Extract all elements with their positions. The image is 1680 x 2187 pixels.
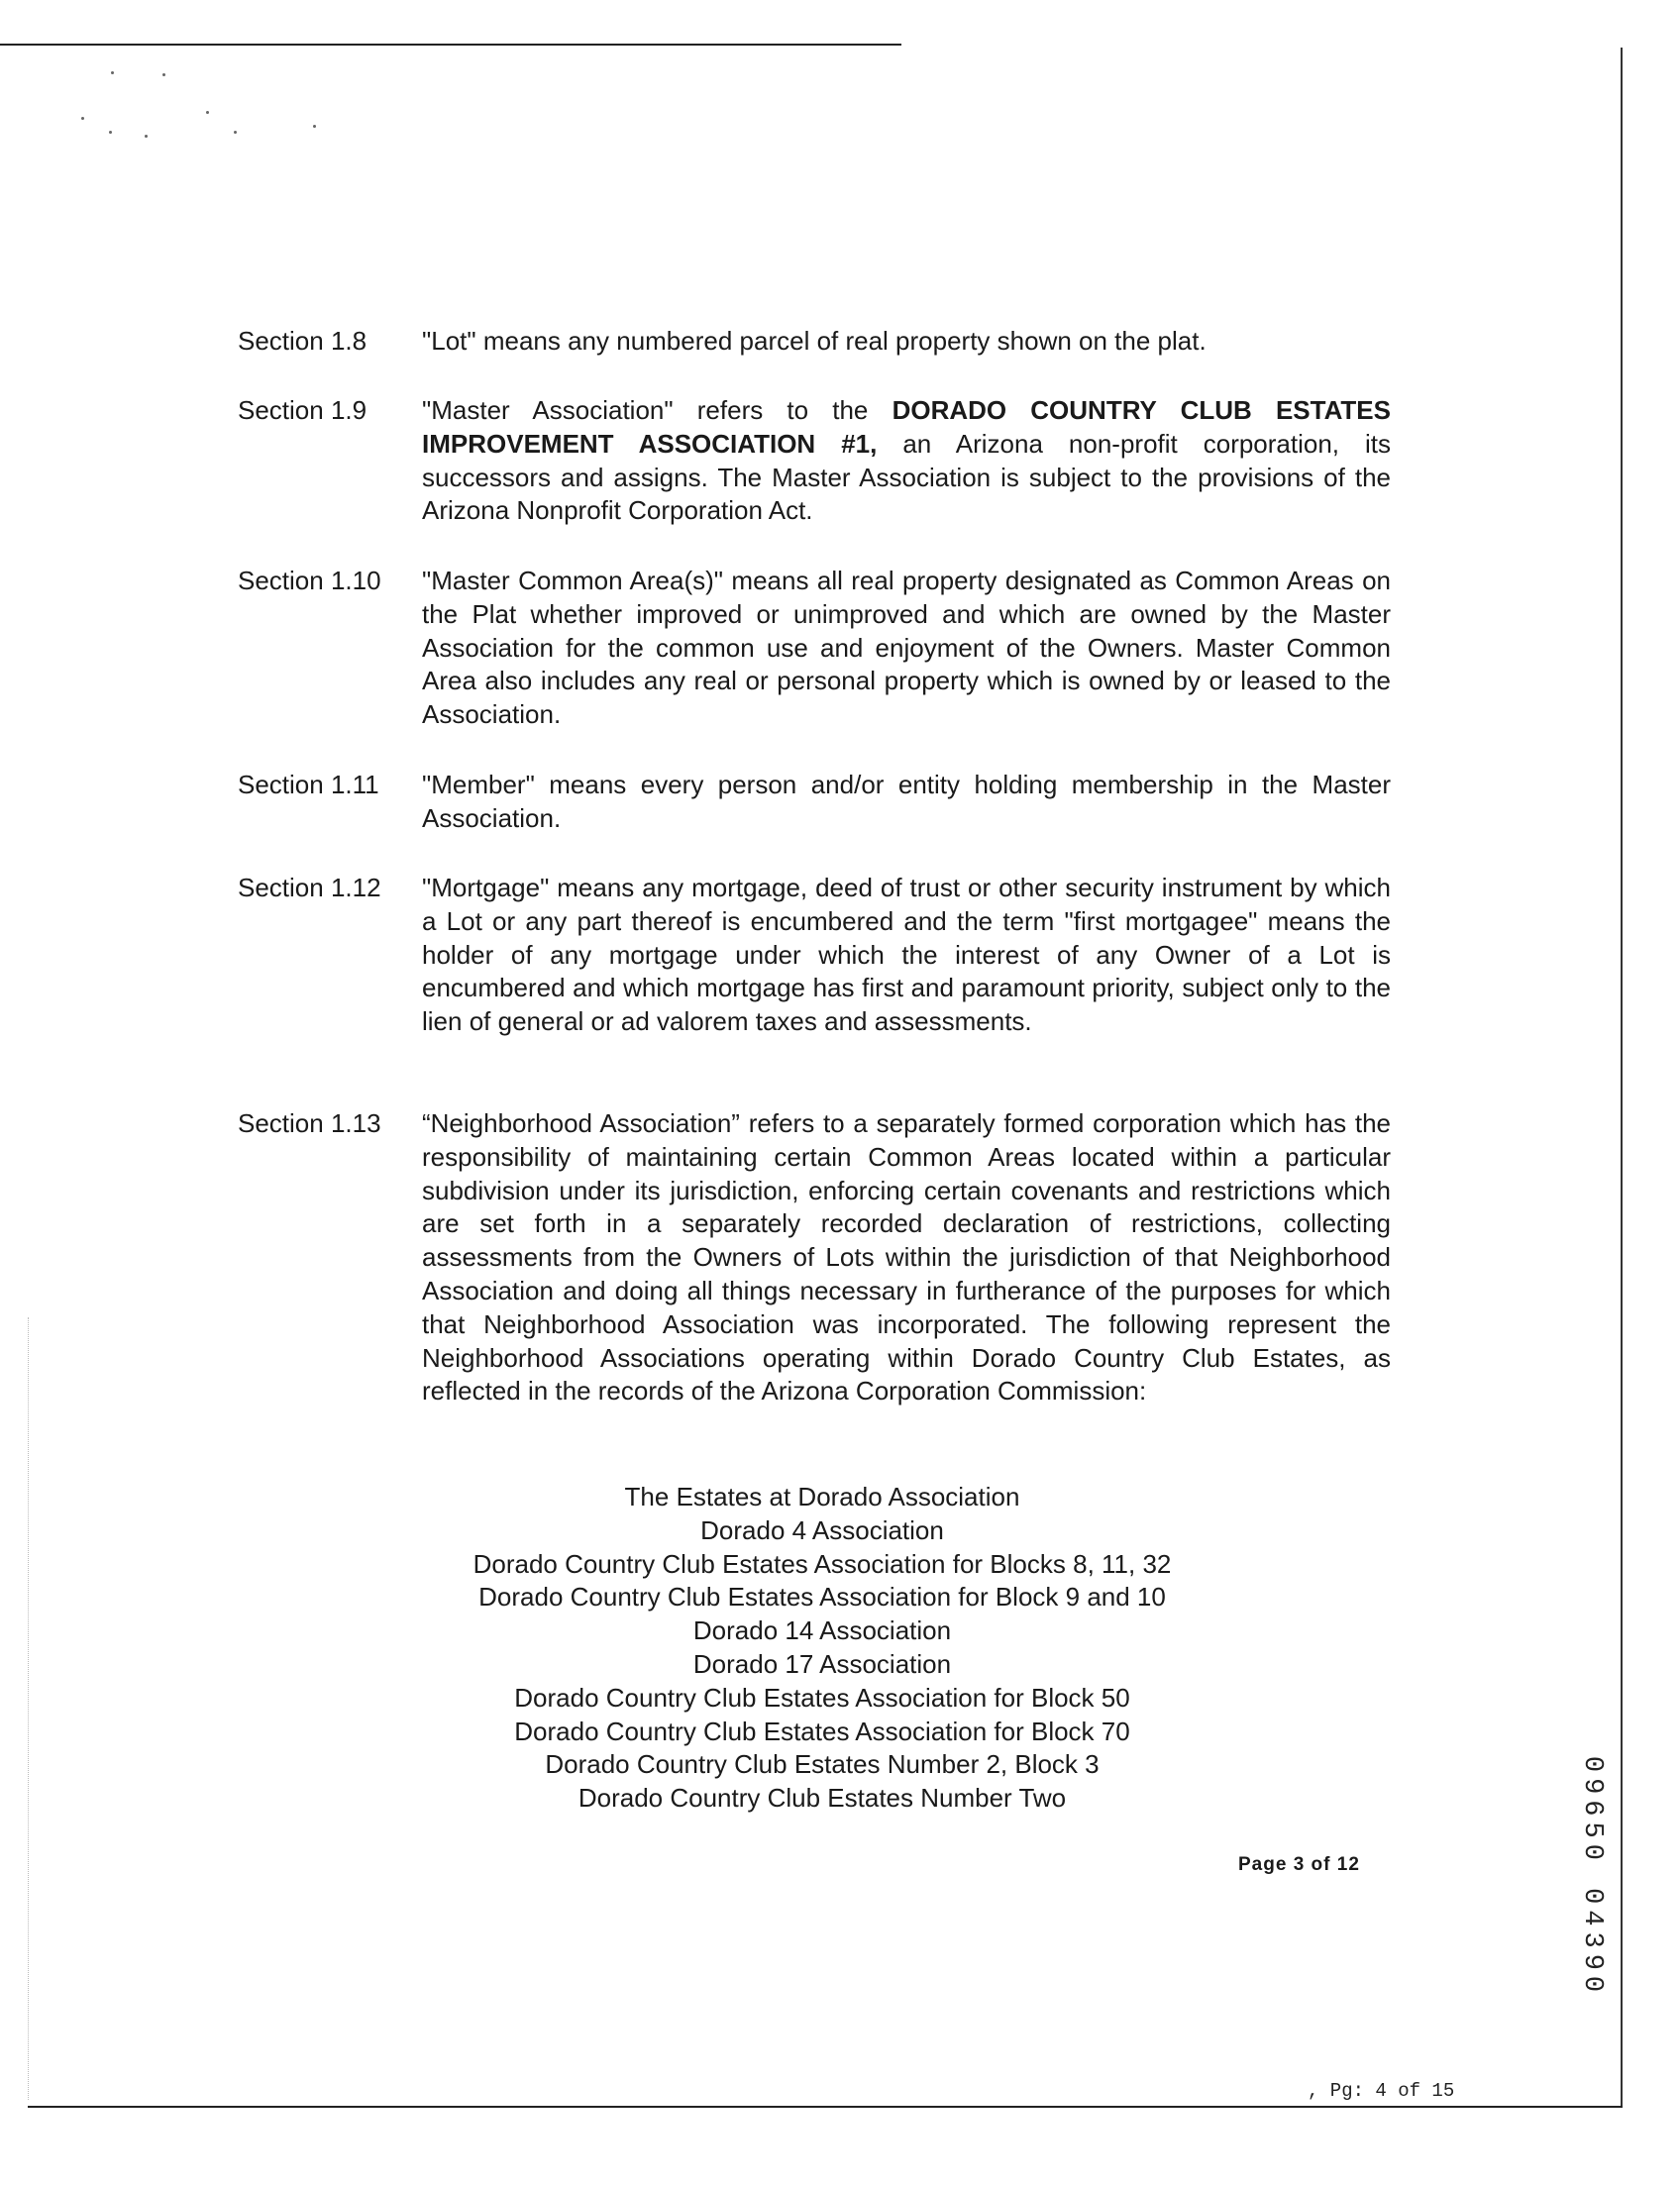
section-text: "Lot" means any numbered parcel of real property shown on the plat. xyxy=(422,326,1207,356)
right-margin-rule xyxy=(1621,48,1623,2108)
list-item: Dorado Country Club Estates Number 2, Block 3 xyxy=(545,1749,1100,1780)
section-label: Section 1.13 xyxy=(238,1108,381,1138)
list-item: Dorado 14 Association xyxy=(692,1615,952,1646)
section-label: Section 1.11 xyxy=(238,770,379,799)
section-label: Section 1.8 xyxy=(238,326,368,356)
section-text: “Neighborhood Association” refers to a separately formed corporation which has the responsibility of maintaining certain Common Areas located within a particular subdivision under its jurisdiction, enforcing certain covenants and restrictions which are set forth in a separately recorded declaration of restrictions, collecting assessments from the Owners of Lots within the jurisdiction of that Neighborhood Association and doing all things necessary in furtherance of the purposes for which that Neighborhood Association was incorporated. The following represent the Neighborhood Associations operating within Dorado Country Club Estates, as reflected in the records of the Arizona Corporation Commission: xyxy=(422,1108,1391,1406)
scan-speck xyxy=(206,111,209,114)
recorder-page-footer: , Pg: 4 of 15 xyxy=(1308,2080,1455,2102)
scan-speck xyxy=(109,131,112,134)
page-number: Page 3 of 12 xyxy=(1238,1854,1360,1875)
section-label: Section 1.12 xyxy=(238,873,381,902)
association-name: DORADO COUNTRY CLUB ESTATES IMPROVEMENT ASSOCIATION #1, xyxy=(422,395,1391,459)
list-item: Dorado 4 Association xyxy=(700,1514,944,1545)
top-rule xyxy=(0,44,901,46)
neighborhood-association-list xyxy=(396,1481,1248,1816)
scan-speck xyxy=(111,71,114,74)
list-item: Dorado Country Club Estates Association for Block 70 xyxy=(514,1716,1130,1746)
scan-speck xyxy=(145,135,148,138)
section-text: "Master Common Area(s)" means all real property designated as Common Areas on the Plat whether improved or unimproved and which are owned by the Master Association for the common use and enjoyment of the Owners. Master Common Area also includes any real or personal property which is owned by or leased to the Association. xyxy=(422,566,1391,730)
bottom-rule xyxy=(28,2106,1623,2108)
list-item: Dorado Country Club Estates Association for Block 9 and 10 xyxy=(478,1582,1166,1613)
section-body-text: an Arizona non-profit corporation, its successors and assigns. The Master Association is subject to the provisions of the Arizona Nonprofit Corporation Act. xyxy=(422,428,1392,526)
list-item: Dorado 17 Association xyxy=(692,1648,952,1679)
scan-speck xyxy=(162,73,165,76)
scan-speck xyxy=(313,125,316,128)
list-item: The Estates at Dorado Association xyxy=(624,1482,1020,1511)
recording-number: 09650 04390 xyxy=(1577,1755,1607,1999)
scan-edge-line xyxy=(28,1317,29,2100)
scan-speck xyxy=(81,117,84,120)
section-lead-text: "Master Association" refers to the xyxy=(422,395,892,425)
section-label: Section 1.9 xyxy=(238,395,368,425)
section-text xyxy=(422,394,1391,528)
recording-stamp xyxy=(1575,1738,1609,2016)
list-item: Dorado Country Club Estates Number Two xyxy=(578,1783,1067,1814)
section-text: "Mortgage" means any mortgage, deed of trust or other security instrument by which a Lot or any part thereof is encumbered and the term "first mortgagee" means the holder of any mortgage under which the interest of any Owner of a Lot is encumbered and which mortgage has first and paramount priority, subject only to the lien of general or ad valorem taxes and assessments. xyxy=(422,873,1391,1037)
section-text: "Member" means every person and/or entity holding membership in the Master Association. xyxy=(422,770,1391,833)
section-label: Section 1.10 xyxy=(238,566,381,595)
scan-speck xyxy=(234,131,237,134)
list-item: Dorado Country Club Estates Association for Blocks 8, 11, 32 xyxy=(472,1548,1172,1579)
list-item: Dorado Country Club Estates Association for Block 50 xyxy=(514,1682,1130,1713)
